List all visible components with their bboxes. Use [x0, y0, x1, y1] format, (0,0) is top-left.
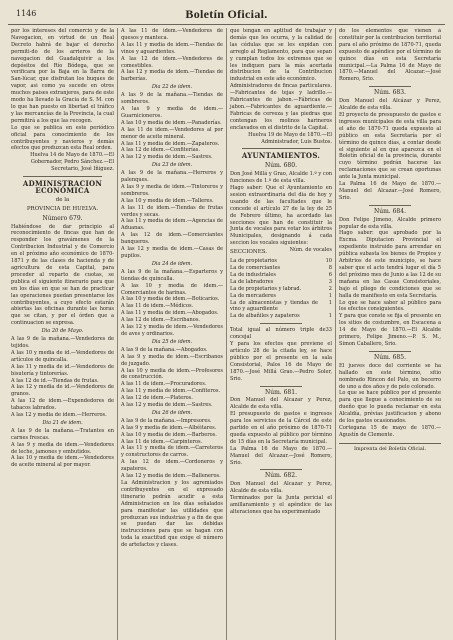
- column-3: [226, 28, 335, 640]
- column-4: [335, 28, 444, 640]
- section-vocales: 8: [328, 265, 332, 271]
- paragraph: Don Manuel del Alcazar y Perez, Alcalde de esta villa.: [230, 397, 332, 411]
- schedule-item: A las 10 y media de idem.—Panaderías.: [121, 119, 222, 126]
- notice-number: Núm. 685.: [374, 353, 406, 361]
- schedule-item: A las 11 de idem.—Vendedores de quesos y manteca.: [121, 28, 223, 41]
- schedule-item: A las 10 y media de idem.—Comerciantes de harinas.: [121, 282, 223, 296]
- schedule-item: A las 12 y media de idem.—Casas de pupilos.: [121, 246, 223, 259]
- section-subheading: de la: [55, 196, 70, 203]
- divider: [260, 323, 302, 324]
- paragraph: Terminados por la Junta pericial el amillaramiento y el apéndice de las alteraciones que ha experimentado: [230, 495, 332, 515]
- paragraph: Y para los efectos que previene el artículo 28 de la citada ley, se hace público por el presente en la sala Consistorial, Palos 16 de Mayo de 1870.—José Millá Grao.—Pedro Soler, Srio.: [230, 341, 332, 382]
- schedule-item: A las 12 de idem.—Vendedores de comestibles.: [121, 55, 223, 69]
- schedule-item: A las 9 y media de idem.—Albéitares.: [121, 424, 217, 431]
- schedule-item: A las 12 y media de idem.—Herreros.: [11, 412, 107, 419]
- divider: [369, 205, 411, 206]
- schedule-item: A las 12 y media de id.—Vendedores de granos.: [11, 384, 114, 398]
- schedule-item: A las 11 de idem.—Vendedores al por menor de aceite mineral.: [121, 126, 223, 140]
- section-row: [230, 258, 332, 265]
- schedule-item: A las 10 y media de idem.—Talleres.: [121, 197, 214, 204]
- vocales-column-heading: Núm. de vocales: [289, 247, 332, 254]
- section-name: La de almacenistas y tiendas de vino y aguardiente: [230, 299, 318, 313]
- section-name: La de propietarios: [230, 258, 277, 265]
- section-name: La de labradores: [230, 278, 274, 285]
- section-name: La de albañiles y zapateros: [230, 313, 300, 320]
- section-row: [230, 265, 332, 272]
- section-name: La de comerciantes: [230, 265, 281, 271]
- paragraph: La Administracion y los agremiados contribuyentes en el expresado itinerario podrán acudir a esta Administracion en los días señalados para manifestar las utilidades que produzcan sus industrias y a fin de que se puedan dar las debidas instrucciones para que se hagan con toda la exactitud que exige el número de artefactos y clases.: [121, 480, 223, 549]
- section-row: [230, 286, 332, 293]
- section-heading: ADMINISTRACION ECONÓMICA: [22, 179, 103, 195]
- paragraph: que tengan en aptitud de trabajar y demás que les ocurra, y la calidad de las cédulas que se les expidan con arreglo al Reglamento, para que sepan y cumplan todos los extremos que se les indiquen para la más acertada distribucion de la Contribucion industrial en este año económico.: [230, 28, 332, 83]
- divider: [242, 148, 320, 149]
- schedule-item: A las 12 y media de idem.—Tiendas de barberías.: [121, 69, 223, 83]
- sections-header: [230, 247, 332, 258]
- schedule-item: A las 12 y media de idem.—Balleneros.: [121, 473, 221, 480]
- day-heading: Dia 23 de idem.: [151, 162, 193, 169]
- section-name: La de industriales: [230, 271, 276, 278]
- section-vocales: 6: [328, 271, 332, 278]
- paragraph: La Palma 16 de Mayo de 1870.—Manuel del Alcazar.—José Romero, Srio.: [230, 445, 332, 466]
- schedule-item: A las 10 y media de idem.—Barberos.: [121, 431, 217, 438]
- schedule-item: A las 12 de idem.—Cordoneros y zapateros.: [121, 459, 223, 473]
- schedule-item: A las 11 y media de idem.—Carreteros y constructores de carros.: [121, 445, 223, 459]
- schedule-item: A las 11 y media de idem.—Confiteros.: [121, 388, 221, 395]
- day-heading: Dia 26 de idem.: [151, 409, 193, 416]
- schedule-item: A las 12 de idem.—Plateros.: [121, 395, 193, 402]
- day-heading: Dia 25 de idem.: [151, 338, 193, 345]
- divider: [369, 351, 411, 352]
- notice-number: Número 679.: [42, 214, 83, 222]
- schedule-item: A las 11 de idem.—Procuradores.: [121, 381, 207, 388]
- section-name: La de mercaderes: [230, 292, 277, 299]
- signature: Huelva 19 de Mayo de 1870.—El Administrador, Luis Bustos.: [248, 131, 332, 145]
- day-heading: Dia 20 de Mayo.: [41, 328, 84, 335]
- section-subheading: PROVINCIA DE HUELVA.: [26, 205, 99, 212]
- paragraph: Don Manuel del Alcazar y Perez, Alcalde de esta villa.: [230, 481, 332, 495]
- section-vocales: 1: [328, 292, 332, 299]
- schedule-item: A las 10 y media de idem.—Profesores de construcción.: [121, 367, 223, 381]
- sections-heading: SECCIONES.: [230, 249, 268, 256]
- day-heading: Dia 24 de idem.: [151, 260, 193, 267]
- page-title: Boletín Oficial.: [185, 7, 268, 21]
- paragraph: Administradores de fincas particulares.—Fabricantes de tejas y ladrillo.—Fabricantes de jabon.—Fábricas de jabon.—Fabricantes de aguardiente.—Fabricas de cerveza y las piedras que contengan los molinos harineros enclavados en el distrito de la Capital.: [230, 83, 332, 131]
- divider: [260, 469, 302, 470]
- schedule-item: A las 9 y media de idem.—Vendedores de leche, jamones y embutidos.: [11, 441, 114, 455]
- schedule-item: A las 12 de idem.—Expendedores de tabacos labrados.: [11, 398, 114, 412]
- section-vocales: 10: [325, 258, 332, 265]
- paragraph: Habiéndose de dar principio al reconocimiento de fincas que han de responder los gravámenes de la Contribucion Industrial y de Comercio en el próximo año económico de 1870-1871 y de las clases de hacienda y de agricultura de esta Capital, para proceder al reparto de cuotas, se publica el siguiente itinerario para que en los días en que se han de practicar las operaciones puedan presentarse los contribuyentes, a cuyo efecto estarán abiertas las oficinas durante las horas que se citan, y por el órden que a continuacion se expresa.: [11, 223, 114, 327]
- schedule-item: A las 12 y media de idem.—Sastres.: [121, 402, 213, 409]
- schedule-item: A las 12 de idem.—Escribanos.: [121, 317, 201, 324]
- paragraph: La Palma 16 de Mayo de 1870.—Manuel del Alcazar.—José Romero, Srio.: [339, 181, 441, 201]
- notice-number: Núm. 683.: [374, 89, 406, 97]
- section-row: [230, 279, 332, 286]
- paragraph: do los elementos que vienen á constituir por la contribucion territorial para el año próximo de 1870-71, queda expuesto de apéndice por el término de quince días en esta Secretaría municipal.—La Palma 16 de Mayo de 1870.—Manuel del Alcazar.—José Romero, Srio.: [339, 28, 441, 83]
- schedule-item: A las 11 y media de idem.—Tiendas de vinos y aguardientes.: [121, 41, 223, 55]
- paragraph: El jueves doce del corriente se ha hallado en este término, sitio nombrado Rincon del Palo, un becerro de uno a dos años y de pelo colorado.: [339, 362, 441, 390]
- schedule-item: A las 12 de id.—Tiendas de frutas.: [11, 377, 99, 384]
- schedule-item: A las 11 de idem.—Médicos.: [121, 303, 194, 310]
- notice-number: Núm. 681.: [265, 388, 297, 396]
- paragraph: Don Felipe Jimeno, Alcalde primero popular de esta villa.: [339, 216, 441, 230]
- paragraph: Y para que conste se fija el presente en los sitios de costumbre, en Escacena a 14 de Mayo de 1870.—El Alcalde primero, Felipe Jimeno.—P. S. M., Simon Caballero, Srio.: [339, 313, 441, 347]
- schedule-item: A las 9 de la mañana.—Impresores.: [121, 417, 212, 424]
- schedule-item: A las 12 y media de idem.—Vendedores de aves y ordinarios.: [121, 324, 223, 337]
- schedule-item: A las 10 y media de idem.—Vendedores de aceite mineral al por mayor.: [11, 455, 114, 469]
- sections-table: [230, 258, 332, 320]
- schedule-item: A las 9 de la mañana.—Abogados.: [121, 346, 208, 353]
- paragraph: Cortegana 15 de mayo de 1870.—Agustín de Clemente.: [339, 424, 441, 438]
- columns: [8, 28, 445, 640]
- signature: Huelva 14 de Mayo de 1870.—El Gobernador, Pedro Sánchez.—El Secretario, José Iñiguez.: [30, 152, 114, 173]
- paragraph: por los intereses del comercio y de la Navegacion, en virtud de un Real Decreto habrá de bajar el derecho permiti-do de los arrieros de la navegacion del Guadalquivir a los depósitos del Río Bódega, que se verificara por la Baja en la Barra de San-lúcar, que disfrutan los buques de vapor, asi como ya sucede en otros muchos paises extranjeros, para de este modo ha llevado la Gracia de S. M. con lo que han puesto en libertad el tráfico y las mercancías de la Provincia, la cual permitirá a los que las recogen.: [11, 28, 114, 124]
- section-row: [230, 313, 332, 320]
- schedule-item: A las 11 y media de idem.—Abogados.: [121, 310, 219, 317]
- schedule-item: A las 11 de idem.—Tiendas de frutas verdes y secas.: [121, 204, 223, 218]
- section-vocales: 2: [328, 285, 332, 292]
- schedule-item: A las 9 de la mañana.—Vendedores de tejidos.: [11, 336, 114, 349]
- paragraph: El proyecto de presupuesto de gastos e ingresos municipales de esta villa para el año de 1870-71 queda expuesto al público en esta Secretaría por el término de quince días, a contar desde el siguiente al en que aparezca en el Boletín oficial de la provincia, durante cuyo término podrán hacerse las reclamaciones que se crean oportunas ante la Junta municipal.: [339, 111, 441, 181]
- page-number: 1146: [16, 9, 37, 18]
- section-row: [230, 300, 332, 314]
- section-vocales: 1: [328, 313, 332, 320]
- section-name: La de propietarios y labrad.: [230, 285, 302, 292]
- schedule-item: A las 9 de la mañana.—Herreros y palenques.: [121, 170, 223, 184]
- section-heading: AYUNTAMIENTOS.: [241, 151, 321, 161]
- schedule-item: A las 11 y media de id.—Vendedores de bisutería y tintorerías.: [11, 363, 114, 377]
- paragraph: Lo que se publica en este periódico oficial para conocimiento de los contribuyentes y navieros y demás efectos que produzcan esta Real orden.: [11, 124, 114, 152]
- schedule-item: A las 9 y media de idem.—Tintoreros y sombreros.: [121, 183, 223, 197]
- divider: [23, 176, 102, 177]
- schedule-item: A las 10 y media de id.—Vendedores de artículos de quincalla.: [11, 349, 114, 363]
- schedule-item: A las 12 de idem.—Confiterías.: [121, 147, 200, 154]
- paragraph: Hago saber: que aprobado por la Excma. Diputacion Provincial el expediente instruido para arrendar en pública subasta los bienes de Propios y Arbitrios de este municipio, se hace saber que el acto tendrá lugar el día 5 del próximo mes de Junio a las 12 de su mañana en las Casas Consistoriales, bajo el pliego de condiciones que se halla de manifiesto en esta Secretaría.: [339, 230, 441, 299]
- printer-imprint: Imprenta del Boletín Oficial.: [339, 443, 441, 453]
- schedule-item: A las 11 de idem.—Carpinteros.: [121, 438, 203, 445]
- paragraph: Hago saber: Que el Ayuntamiento en sesion extraordinaria del dia de hoy y usando de las facultades que le concede el artículo 27 de la ley de 25 de Febrero último, ha acordado las secciones que han de constituir la Junta de vocales para votar los árbitros Municipales, designando á cada seccion los vocales siguientes:: [230, 185, 332, 247]
- schedule-item: A las 9 y media de idem.—Guarnicioneros.: [121, 105, 223, 119]
- section-row: [230, 293, 332, 300]
- divider: [260, 386, 302, 387]
- schedule-item: A las 12 de idem.—Comerciantes banqueros.: [121, 232, 223, 246]
- column-1: [8, 28, 117, 640]
- schedule-item: A las 9 de la mañana.—Tiendas de sombreros.: [121, 92, 223, 106]
- schedule-item: A las 9 y media de idem.—Escribanos de juzgado.: [121, 353, 223, 367]
- schedule-item: A las 10 y media de idem.—Boticarios.: [121, 296, 220, 303]
- notice-number: Núm. 682.: [265, 472, 297, 480]
- paragraph: El presupuesto de gastos e ingresos para los servicios de la Cárcel de este partido en el año próximo de 1870-71 queda expuesto al público por término de 15 días en la Secretaría municipal.: [230, 411, 332, 445]
- masthead: [8, 6, 445, 25]
- column-2: [117, 28, 226, 640]
- day-heading: Dia 22 de idem.: [151, 84, 193, 91]
- notice-number: Núm. 684.: [374, 207, 406, 215]
- total-value: 33: [325, 327, 332, 334]
- section-row: [230, 272, 332, 279]
- paragraph: Don José Millá y Grao, Alcalde 1.º y con funciones de 1.º de esta villa.: [230, 171, 332, 185]
- total-label: Total igual al número triple de concejal: [230, 327, 326, 341]
- divider: [369, 86, 411, 87]
- schedule-item: A las 9 de la mañana.—Tratantes en carnes frescas.: [11, 427, 114, 441]
- total-row: [230, 327, 332, 341]
- notice-number: Núm. 680.: [265, 162, 297, 170]
- day-heading: Dia 21 de idem.: [42, 419, 83, 426]
- schedule-item: A las 9 de la mañana.—Esparteros y tiendas de quincalla.: [121, 268, 223, 282]
- paragraph: Lo que se hace público por el presente para que llegue a conocimiento de su dueño que lo pueda reclamar en esta Alcaldía, prévias justificacion y abono de los gastos ocasionados.: [339, 390, 441, 425]
- schedule-item: A las 12 y media de idem.—Sastres.: [121, 154, 213, 161]
- section-vocales: 3: [328, 278, 332, 285]
- paragraph: Lo que se hace saber al público para los efectos consiguientes.: [339, 299, 441, 313]
- paragraph: Don Manuel del Alcázar y Perez, Alcalde de esta villa.: [339, 98, 441, 112]
- schedule-item: A las 11 y media de idem.—Zapateros.: [121, 140, 220, 147]
- schedule-item: A las 11 y media de idem.—Agencias de Aduanas.: [121, 218, 223, 232]
- section-vocales: 1: [328, 299, 332, 306]
